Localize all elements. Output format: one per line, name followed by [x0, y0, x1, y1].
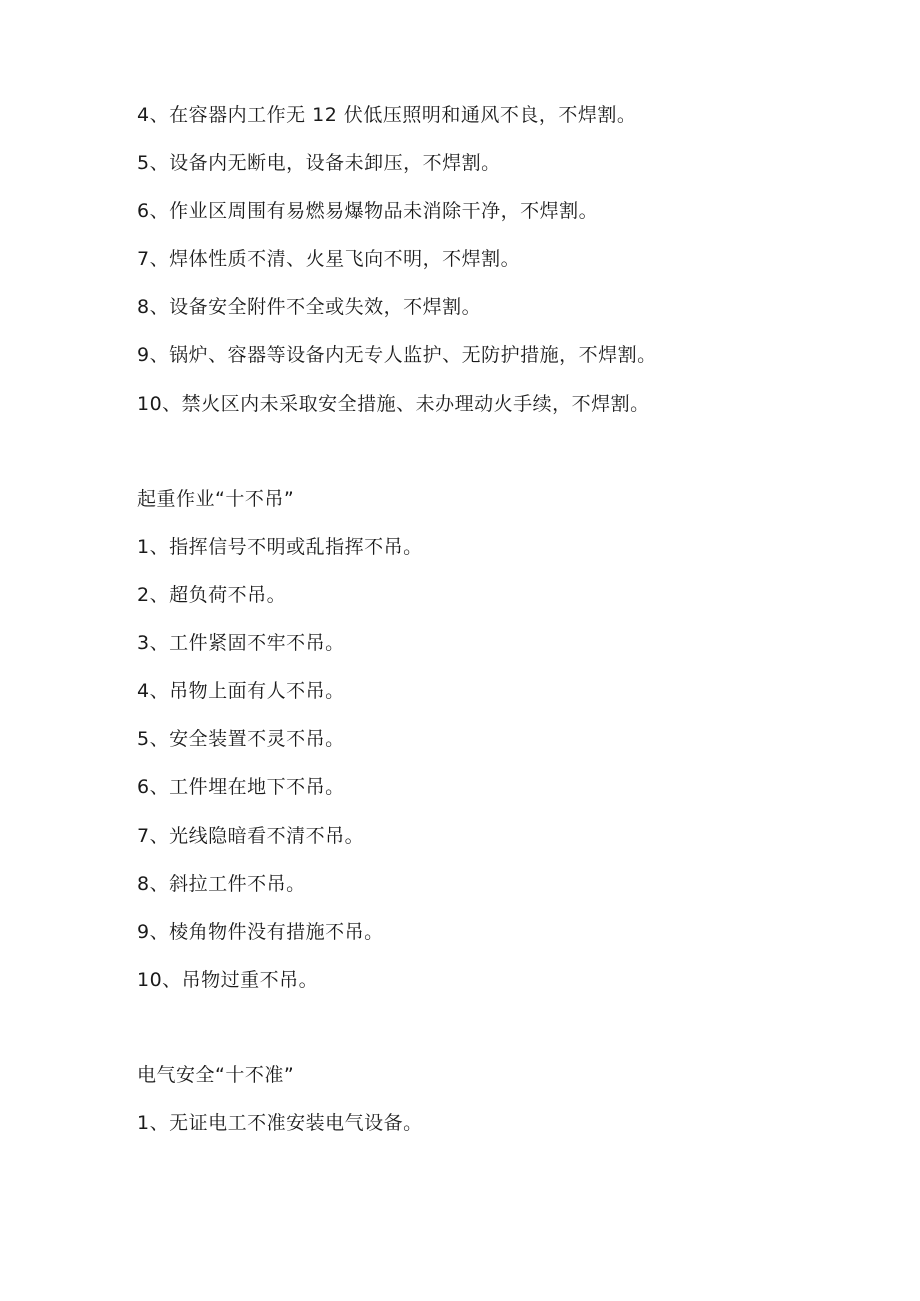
- lifting-rule-3: 3、工件紧固不牢不吊。: [137, 632, 345, 654]
- welding-rule-5: 5、设备内无断电，设备未卸压，不焊割。: [137, 152, 501, 174]
- lifting-rule-8: 8、斜拉工件不吊。: [137, 873, 306, 895]
- welding-rule-9: 9、锅炉、容器等设备内无专人监护、无防护措施，不焊割。: [137, 344, 657, 366]
- electrical-rule-1: 1、无证电工不准安装电气设备。: [137, 1112, 423, 1134]
- lifting-rule-4: 4、吊物上面有人不吊。: [137, 680, 345, 702]
- lifting-rule-6: 6、工件埋在地下不吊。: [137, 776, 345, 798]
- welding-rule-6: 6、作业区周围有易燃易爆物品未消除干净，不焊割。: [137, 200, 599, 222]
- lifting-rule-5: 5、安全装置不灵不吊。: [137, 728, 345, 750]
- welding-rule-4: 4、在容器内工作无 12 伏低压照明和通风不良，不焊割。: [137, 104, 637, 126]
- lifting-section-heading: 起重作业“十不吊”: [137, 488, 295, 510]
- welding-rule-8: 8、设备安全附件不全或失效，不焊割。: [137, 296, 482, 318]
- lifting-rule-1: 1、指挥信号不明或乱指挥不吊。: [137, 536, 423, 558]
- electrical-section-heading: 电气安全“十不准”: [137, 1064, 295, 1086]
- welding-rule-7: 7、焊体性质不清、火星飞向不明，不焊割。: [137, 248, 521, 270]
- lifting-rule-7: 7、光线隐暗看不清不吊。: [137, 825, 365, 847]
- lifting-rule-10: 10、吊物过重不吊。: [137, 969, 319, 991]
- lifting-rule-2: 2、超负荷不吊。: [137, 584, 287, 606]
- welding-rule-10: 10、禁火区内未采取安全措施、未办理动火手续，不焊割。: [137, 393, 650, 415]
- lifting-rule-9: 9、棱角物件没有措施不吊。: [137, 921, 384, 943]
